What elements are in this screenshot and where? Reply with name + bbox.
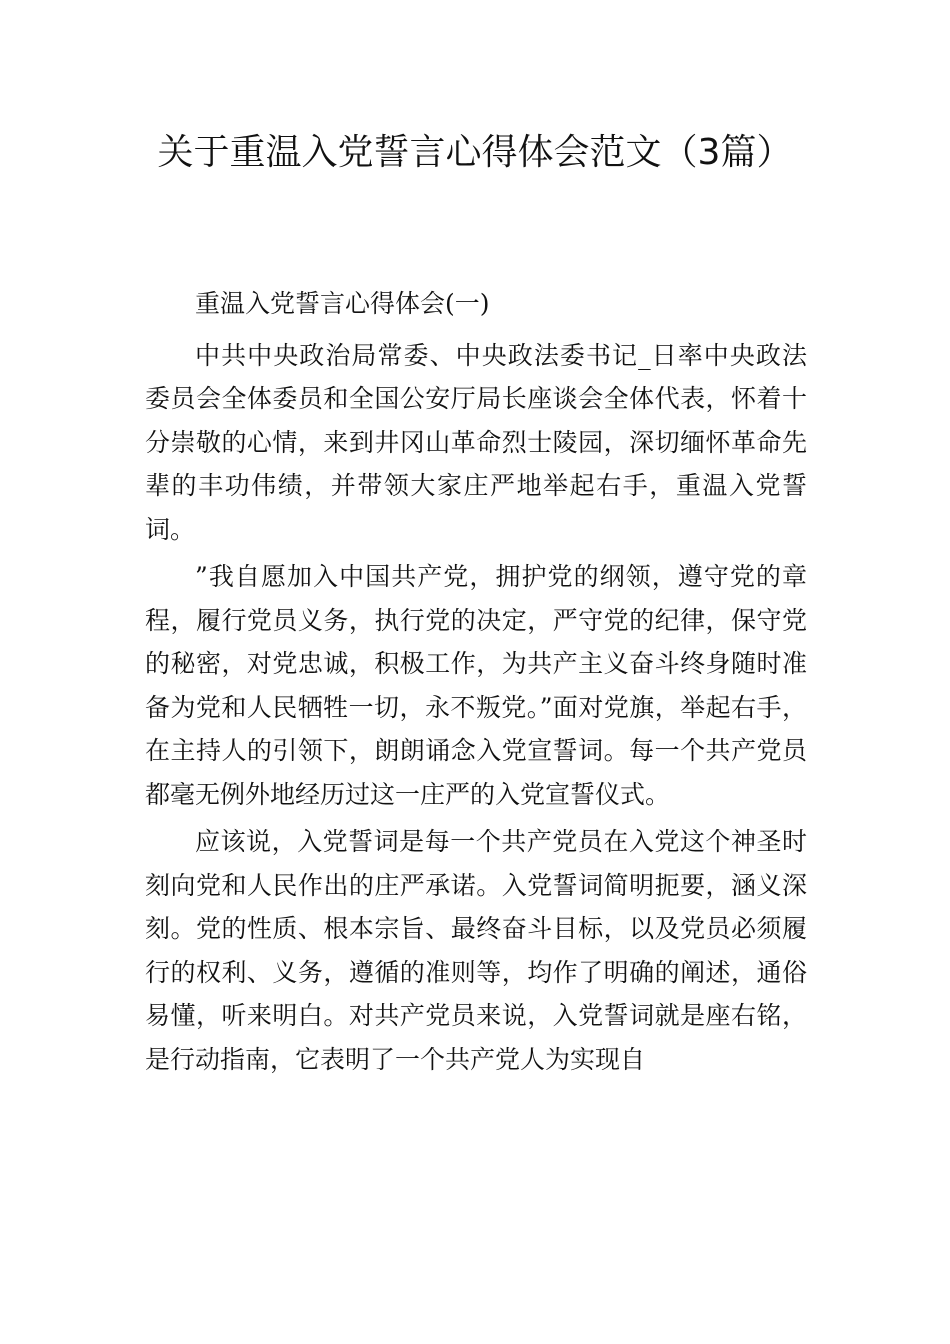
paragraph-2: ”我自愿加入中国共产党，拥护党的纲领，遵守党的章程，履行党员义务，执行党的决定，严守党的纪律，保守党的秘密，对党忠诚，积极工作，为共产主义奋斗终身随时准备为党和人民牺牲一切，永不叛党。”面对党旗，举起右手，在主持人的引领下，朗朗诵念入党宣誓词。每一个共产党员都毫无例外地经历过这一庄严的入党宣誓仪式。 <box>145 562 807 809</box>
document-title: 关于重温入党誓言心得体会范文（3篇） <box>157 132 793 173</box>
paragraph-1: 中共中央政治局常委、中央政法委书记_日率中央政法委员会全体委员和全国公安厅局长座谈会全体代表，怀着十分崇敬的心情，来到井冈山革命烈士陵园，深切缅怀革命先辈的丰功伟绩，并带领大家庄严地举起右手，重温入党誓词。 <box>145 340 807 544</box>
paragraph-3: 应该说，入党誓词是每一个共产党员在入党这个神圣时刻向党和人民作出的庄严承诺。入党誓词简明扼要，涵义深刻。党的性质、根本宗旨、最终奋斗目标，以及党员必须履行的权利、义务，遵循的准则等，均作了明确的阐述，通俗易懂，听来明白。对共产党员来说，入党誓词就是座右铭，是行动指南，它表明了一个共产党人为实现自 <box>145 827 807 1074</box>
document-body <box>145 282 807 1085</box>
section-heading: 重温入党誓言心得体会(一) <box>195 289 490 318</box>
